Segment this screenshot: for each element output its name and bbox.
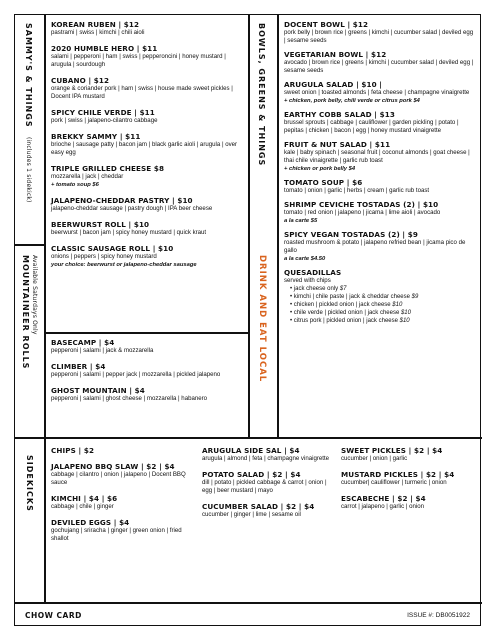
- menu-item: ESCABECHE | $2 | $4 carrot | jalapeno | garlic | onion: [341, 494, 426, 510]
- menu-item: EARTHY COBB SALAD | $13 brussel sprouts | cabbage | cauliflower | garden pickling | potato | pepitas | chicken | bacon | egg | honey mustard vinaigrette: [284, 110, 459, 134]
- menu-item: VEGETARIAN BOWL | $12 avocado | brown rice | greens | kimchi | cucumber salad | deviled egg | sesame seeds: [284, 50, 474, 74]
- menu-item: CLIMBER | $4 pepperoni | salami | pepper jack | mozzarella | pickled jalapeno: [51, 362, 221, 378]
- menu-item: BASECAMP | $4 pepperoni | salami | jack & mozzarella: [51, 338, 154, 354]
- footer-title: CHOW CARD: [25, 611, 82, 620]
- menu-item: KOREAN RUBEN | $12 pastrami | swiss | kimchi | chili aioli: [51, 20, 145, 36]
- divider: [15, 244, 44, 246]
- menu-item: SHRIMP CEVICHE TOSTADAS (2) | $10 tomato | red onion | jalapeno | jicama | lime aioli | avocado a la carte $5: [284, 200, 441, 224]
- menu-item: GHOST MOUNTAIN | $4 pepperoni | salami | ghost cheese | mozzarella | habanero: [51, 386, 208, 402]
- menu-item: TOMATO SOUP | $6 tomato | onion | garlic | herbs | cream | garlic rub toast: [284, 178, 430, 194]
- menu-item: SPICY CHILE VERDE | $11 pork | swiss | jalapeno-cilantro cabbage: [51, 108, 158, 124]
- menu-item: BEERWURST ROLL | $10 beerwurst | bacon jam | spicy honey mustard | quick kraut: [51, 220, 207, 236]
- menu-item: ARUGULA SIDE SAL | $4 arugula | almond | feta | champagne vinaigrette: [202, 446, 330, 462]
- quesadilla-option: • chicken | pickled onion | jack cheese $10: [290, 301, 476, 309]
- rolls-list: [51, 338, 243, 410]
- section-title-rolls: MOUNTAINEER ROLLS: [21, 255, 30, 370]
- menu-item: JALAPENO-CHEDDAR PASTRY | $10 jalapeno-cheddar sausage | pastry dough | IPA beer cheese: [51, 196, 213, 212]
- menu-item: JALAPENO BBQ SLAW | $2 | $4 cabbage | cilantro | onion | jalapeno | Docent BBQ sauce: [51, 462, 186, 486]
- section-subtitle-rolls: Available Saturdays Only: [31, 255, 38, 335]
- sammys-list: [51, 20, 243, 276]
- menu-item: TRIPLE GRILLED CHEESE $8 mozzarella | jack | cheddar + tomato soup $6: [51, 164, 165, 188]
- menu-item: KIMCHI | $4 | $6 cabbage | chile | ginger: [51, 494, 118, 510]
- issue-number: ISSUE #: DB0051922: [407, 612, 470, 619]
- quesadilla-option: • citrus pork | pickled onion | jack cheese $10: [290, 317, 476, 325]
- quesadillas-item: QUESADILLAS served with chips • jack cheese only $7 • kimchi | chile paste | jack & cheddar cheese $9 • chicken | pickled onion | jack cheese $10 • chile verde | pickled onion | jack cheese $10 • citrus pork | pickled onion | jack cheese $10: [284, 268, 476, 325]
- section-subtitle: (includes 1 sidekick): [25, 137, 32, 203]
- divider: [44, 332, 248, 334]
- menu-item: ARUGULA SALAD | $10 | sweet onion | toasted almonds | feta cheese | champagne vinaigrette + chicken, pork belly, chili verde or citrus pork $4: [284, 80, 470, 104]
- menu-item: SPICY VEGAN TOSTADAS (2) | $9 roasted mushroom & potato | jalapeno refried bean | jicama pico de gallo a la carte $4.50: [284, 230, 466, 262]
- menu-item: SWEET PICKLES | $2 | $4 cucumber | onion | garlic: [341, 446, 443, 462]
- sidekicks-col-2: [202, 446, 332, 526]
- menu-item: FRUIT & NUT SALAD | $11 kale | baby spinach | seasonal fruit | coconut almonds | goat cheese | thai chile vinaigrette | garlic rub toast + chicken or pork belly $4: [284, 140, 470, 172]
- menu-item: MUSTARD PICKLES | $2 | $4 cucumber| cauliflower | turmeric | onion: [341, 470, 455, 486]
- section-title-bowls: BOWLS, GREENS & THINGS: [257, 23, 266, 167]
- bowls-list: [284, 20, 476, 325]
- menu-item: CUCUMBER SALAD | $2 | $4 cucumber | ginger | lime | sesame oil: [202, 502, 315, 518]
- divider: [248, 15, 250, 437]
- quesadilla-option: • kimchi | chile paste | jack & cheddar cheese $9: [290, 293, 476, 301]
- section-title-sidekicks: SIDEKICKS: [25, 455, 34, 512]
- menu-item: CHIPS | $2: [51, 446, 95, 455]
- menu-item: POTATO SALAD | $2 | $4 dill | potato | pickled cabbage & carrot | onion | egg | beer mustard | mayo: [202, 470, 327, 494]
- menu-item: DOCENT BOWL | $12 pork belly | brown rice | greens | kimchi | cucumber salad | deviled egg | sesame seeds: [284, 20, 474, 44]
- divider: [277, 15, 279, 437]
- divider: [15, 602, 482, 604]
- menu-card: [14, 14, 481, 626]
- menu-item: 2020 HUMBLE HERO | $11 salami | pepperoni | ham | swiss | pepperoncini | honey mustard | arugula | sourdough: [51, 44, 226, 68]
- sidekicks-col-3: [341, 446, 477, 518]
- menu-item: CLASSIC SAUSAGE ROLL | $10 onions | peppers | spicy honey mustard your choice: beerwurst or jalapeno-cheddar sausage: [51, 244, 197, 268]
- drink-local-tagline: DRINK AND EAT LOCAL: [257, 255, 267, 383]
- sidekicks-col-1: [51, 446, 189, 550]
- quesadilla-option: • chile verde | pickled onion | jack cheese $10: [290, 309, 476, 317]
- menu-item: DEVILED EGGS | $4 gochujang | sriracha | ginger | green onion | fried shallot: [51, 518, 182, 542]
- quesadilla-option: • jack cheese only $7: [290, 285, 476, 293]
- section-title-sammys: SAMMY'S & THINGS (includes 1 sidekick): [24, 23, 33, 203]
- divider: [15, 437, 482, 439]
- divider: [44, 15, 46, 437]
- divider: [44, 437, 46, 603]
- menu-item: CUBANO | $12 orange & coriander pork | ham | swiss | house made sweet pickles | Docent IPA mustard: [51, 76, 233, 100]
- quesadilla-options: [284, 285, 476, 325]
- menu-item: BREKKY SAMMY | $11 brioche | sausage patty | bacon jam | black garlic aioli | arugula | over easy egg: [51, 132, 238, 156]
